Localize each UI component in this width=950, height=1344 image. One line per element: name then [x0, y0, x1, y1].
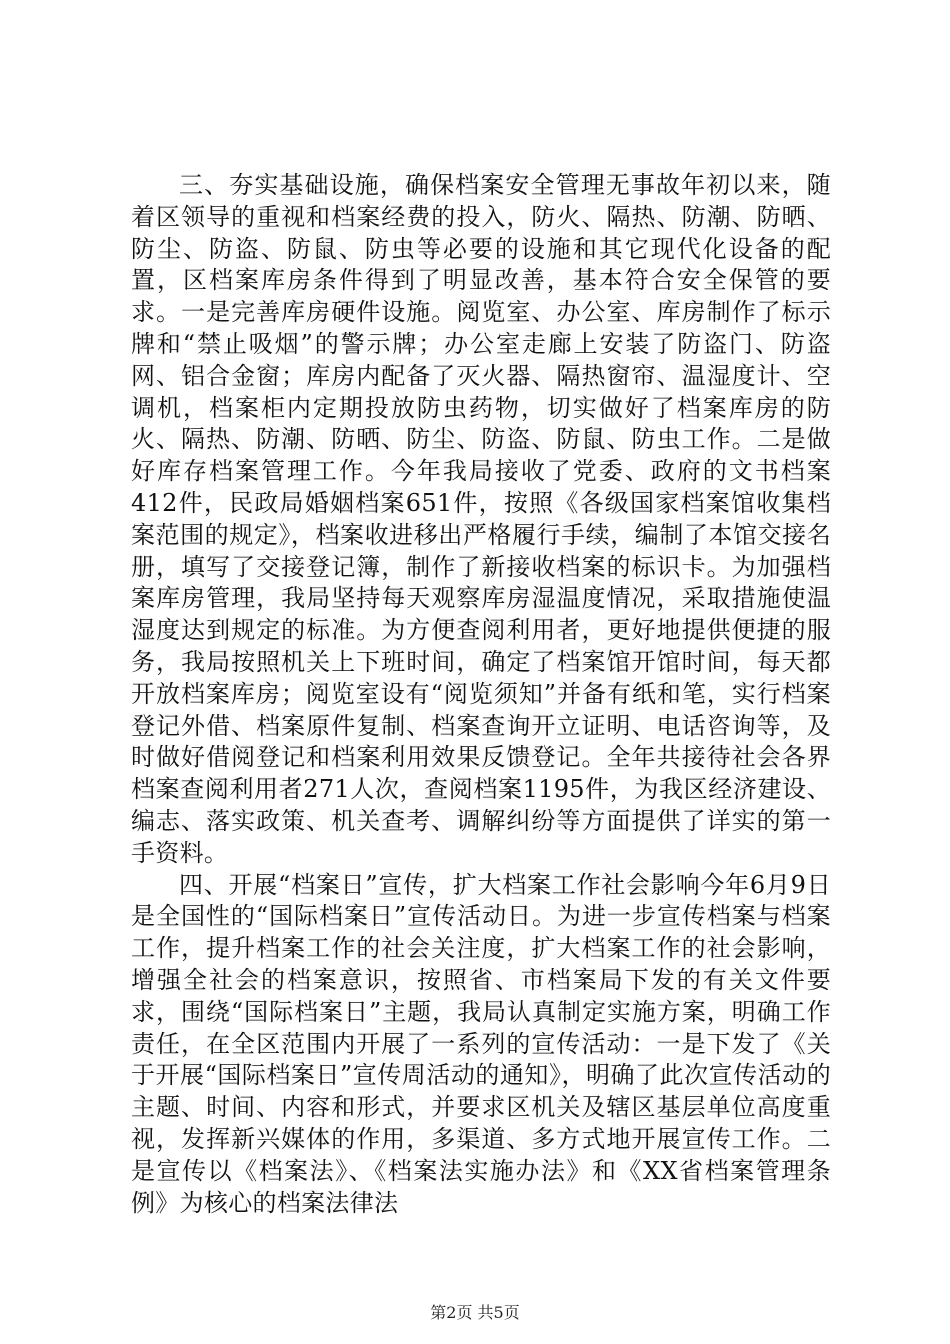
page-footer: 第2页 共5页: [430, 1303, 520, 1322]
paragraph-infrastructure: 三、夯实基础设施，确保档案安全管理无事故年初以来，随着区领导的重视和档案经费的投入，防火、隔热、防潮、防晒、防尘、防盗、防鼠、防虫等必要的设施和其它现代化设备的配置，区档案库房条件得到了明显改善，基本符合安全保管的要求。一是完善库房硬件设施。阅览室、办公室、库房制作了标示牌和“禁止吸烟”的警示牌；办公室走廊上安装了防盗门、防盗网、铝合金窗；库房内配备了灭火器、隔热窗帘、温湿度计、空调机，档案柜内定期投放防虫药物，切实做好了档案库房的防火、隔热、防潮、防晒、防尘、防盗、防鼠、防虫工作。二是做好库存档案管理工作。今年我局接收了党委、政府的文书档案412件，民政局婚姻档案651件，按照《各级国家档案馆收集档案范围的规定》，档案收进移出严格履行手续，编制了本馆交接名册，填写了交接登记簿，制作了新接收档案的标识卡。为加强档案库房管理，我局坚持每天观察库房湿温度情况，采取措施使温湿度达到规定的标准。为方便查阅利用者，更好地提供便捷的服务，我局按照机关上下班时间，确定了档案馆开馆时间，每天都开放档案库房；阅览室设有“阅览须知”并备有纸和笔，实行档案登记外借、档案原件复制、档案查询开立证明、电话咨询等，及时做好借阅登记和档案利用效果反馈登记。全年共接待社会各界档案查阅利用者271人次，查阅档案1195件，为我区经济建设、编志、落实政策、机关查考、调解纠纷等方面提供了详实的第一手资料。: [131, 171, 831, 867]
document-body: [131, 170, 831, 1219]
paragraph-archives-day: 四、开展“档案日”宣传，扩大档案工作社会影响今年6月9日是全国性的“国际档案日”宣传活动日。为进一步宣传档案与档案工作，提升档案工作的社会关注度，扩大档案工作的社会影响，增强全社会的档案意识，按照省、市档案局下发的有关文件要求，围绕“国际档案日”主题，我局认真制定实施方案，明确工作责任，在全区范围内开展了一系列的宣传活动：一是下发了《关于开展“国际档案日”宣传周活动的通知》，明确了此次宣传活动的主题、时间、内容和形式，并要求区机关及辖区基层单位高度重视，发挥新兴媒体的作用，多渠道、多方式地开展宣传工作。二是宣传以《档案法》、《档案法实施办法》和《XX省档案管理条例》为核心的档案法律法: [131, 870, 831, 1217]
